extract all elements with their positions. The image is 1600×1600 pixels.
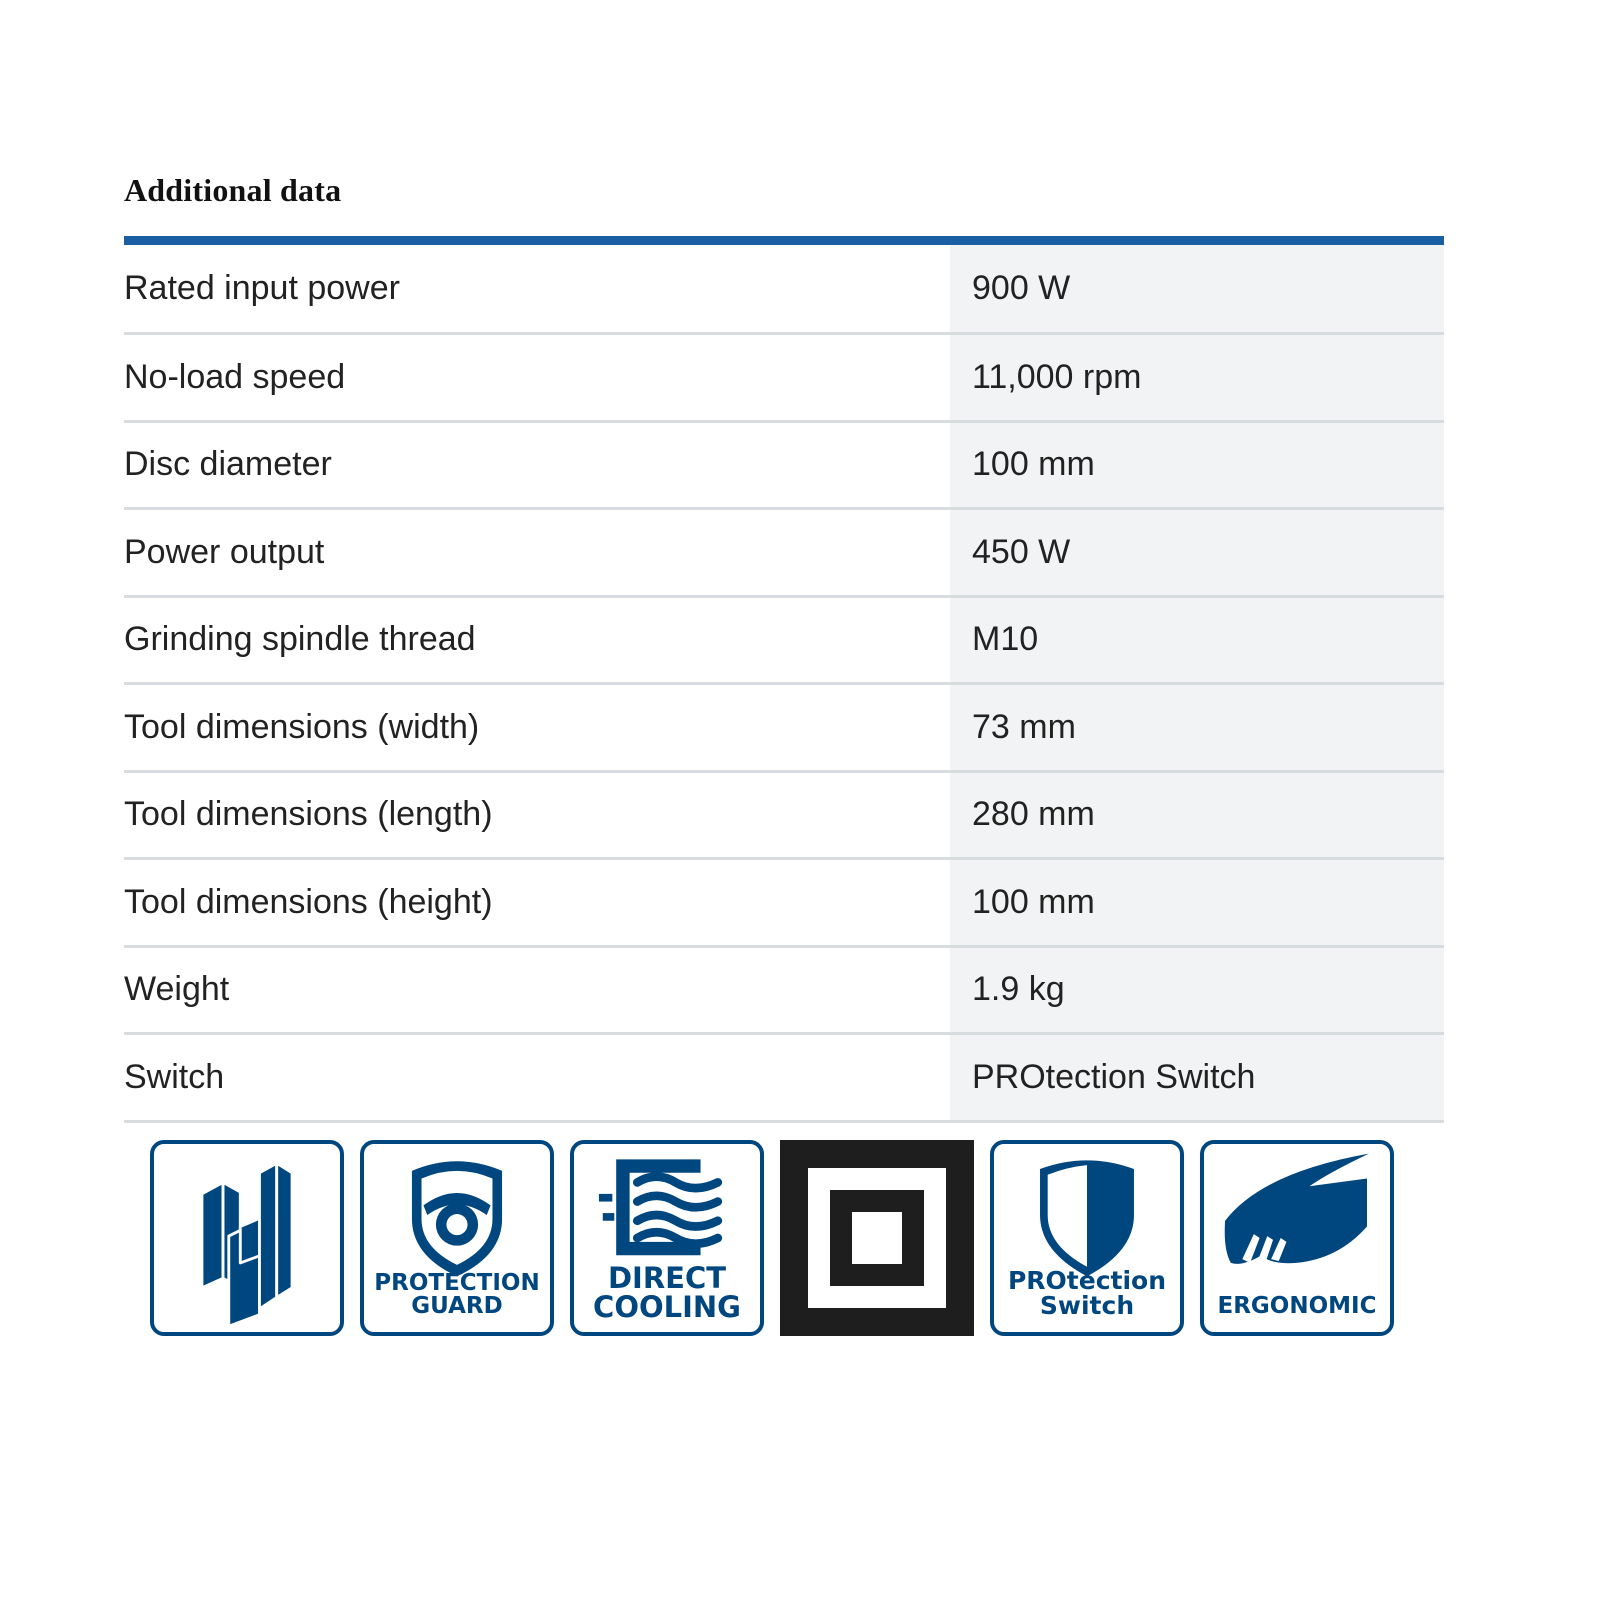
direct-cooling-label: DIRECT COOLING — [593, 1261, 741, 1324]
spec-label: Switch — [124, 1057, 225, 1096]
spec-value: PROtection Switch — [950, 1035, 1444, 1120]
table-row — [124, 423, 1444, 511]
spec-label: No-load speed — [124, 357, 346, 396]
spec-label: Tool dimensions (length) — [124, 795, 493, 834]
title-divider — [124, 236, 1444, 245]
spec-label: Tool dimensions (width) — [124, 707, 480, 746]
ergonomic-label: ERGONOMIC — [1217, 1293, 1377, 1319]
steel-beam-icon — [150, 1140, 344, 1336]
table-row — [124, 245, 1444, 335]
table-row — [124, 1035, 1444, 1123]
feature-icons — [150, 1140, 1400, 1340]
protection-switch-label: PROtection Switch — [1007, 1266, 1167, 1320]
spec-value: 900 W — [950, 245, 1444, 332]
spec-value: 100 mm — [950, 860, 1444, 945]
spec-value: 73 mm — [950, 685, 1444, 770]
spec-label: Rated input power — [124, 269, 400, 307]
table-row — [124, 860, 1444, 948]
double-insulation-icon — [780, 1140, 974, 1336]
table-row — [124, 685, 1444, 773]
spec-label: Tool dimensions (height) — [124, 882, 493, 921]
direct-cooling-icon — [570, 1140, 764, 1336]
protection-guard-icon — [360, 1140, 554, 1336]
table-row — [124, 510, 1444, 598]
spec-value: 450 W — [950, 510, 1444, 595]
spec-value: 280 mm — [950, 773, 1444, 858]
spec-label: Power output — [124, 532, 325, 571]
section-title: Additional data — [124, 172, 342, 208]
spec-label: Weight — [124, 970, 230, 1009]
protection-guard-label: PROTECTION GUARD — [374, 1270, 540, 1319]
spec-label: Disc diameter — [124, 445, 332, 484]
protection-switch-icon — [990, 1140, 1184, 1336]
spec-table — [124, 245, 1444, 1123]
spec-value: M10 — [950, 598, 1444, 683]
table-row — [124, 948, 1444, 1036]
ergonomic-icon — [1200, 1140, 1394, 1336]
table-row — [124, 335, 1444, 423]
spec-value: 1.9 kg — [950, 948, 1444, 1033]
spec-value: 11,000 rpm — [950, 335, 1444, 420]
table-row — [124, 773, 1444, 861]
spec-value: 100 mm — [950, 423, 1444, 508]
spec-label: Grinding spindle thread — [124, 620, 476, 659]
table-row — [124, 598, 1444, 686]
